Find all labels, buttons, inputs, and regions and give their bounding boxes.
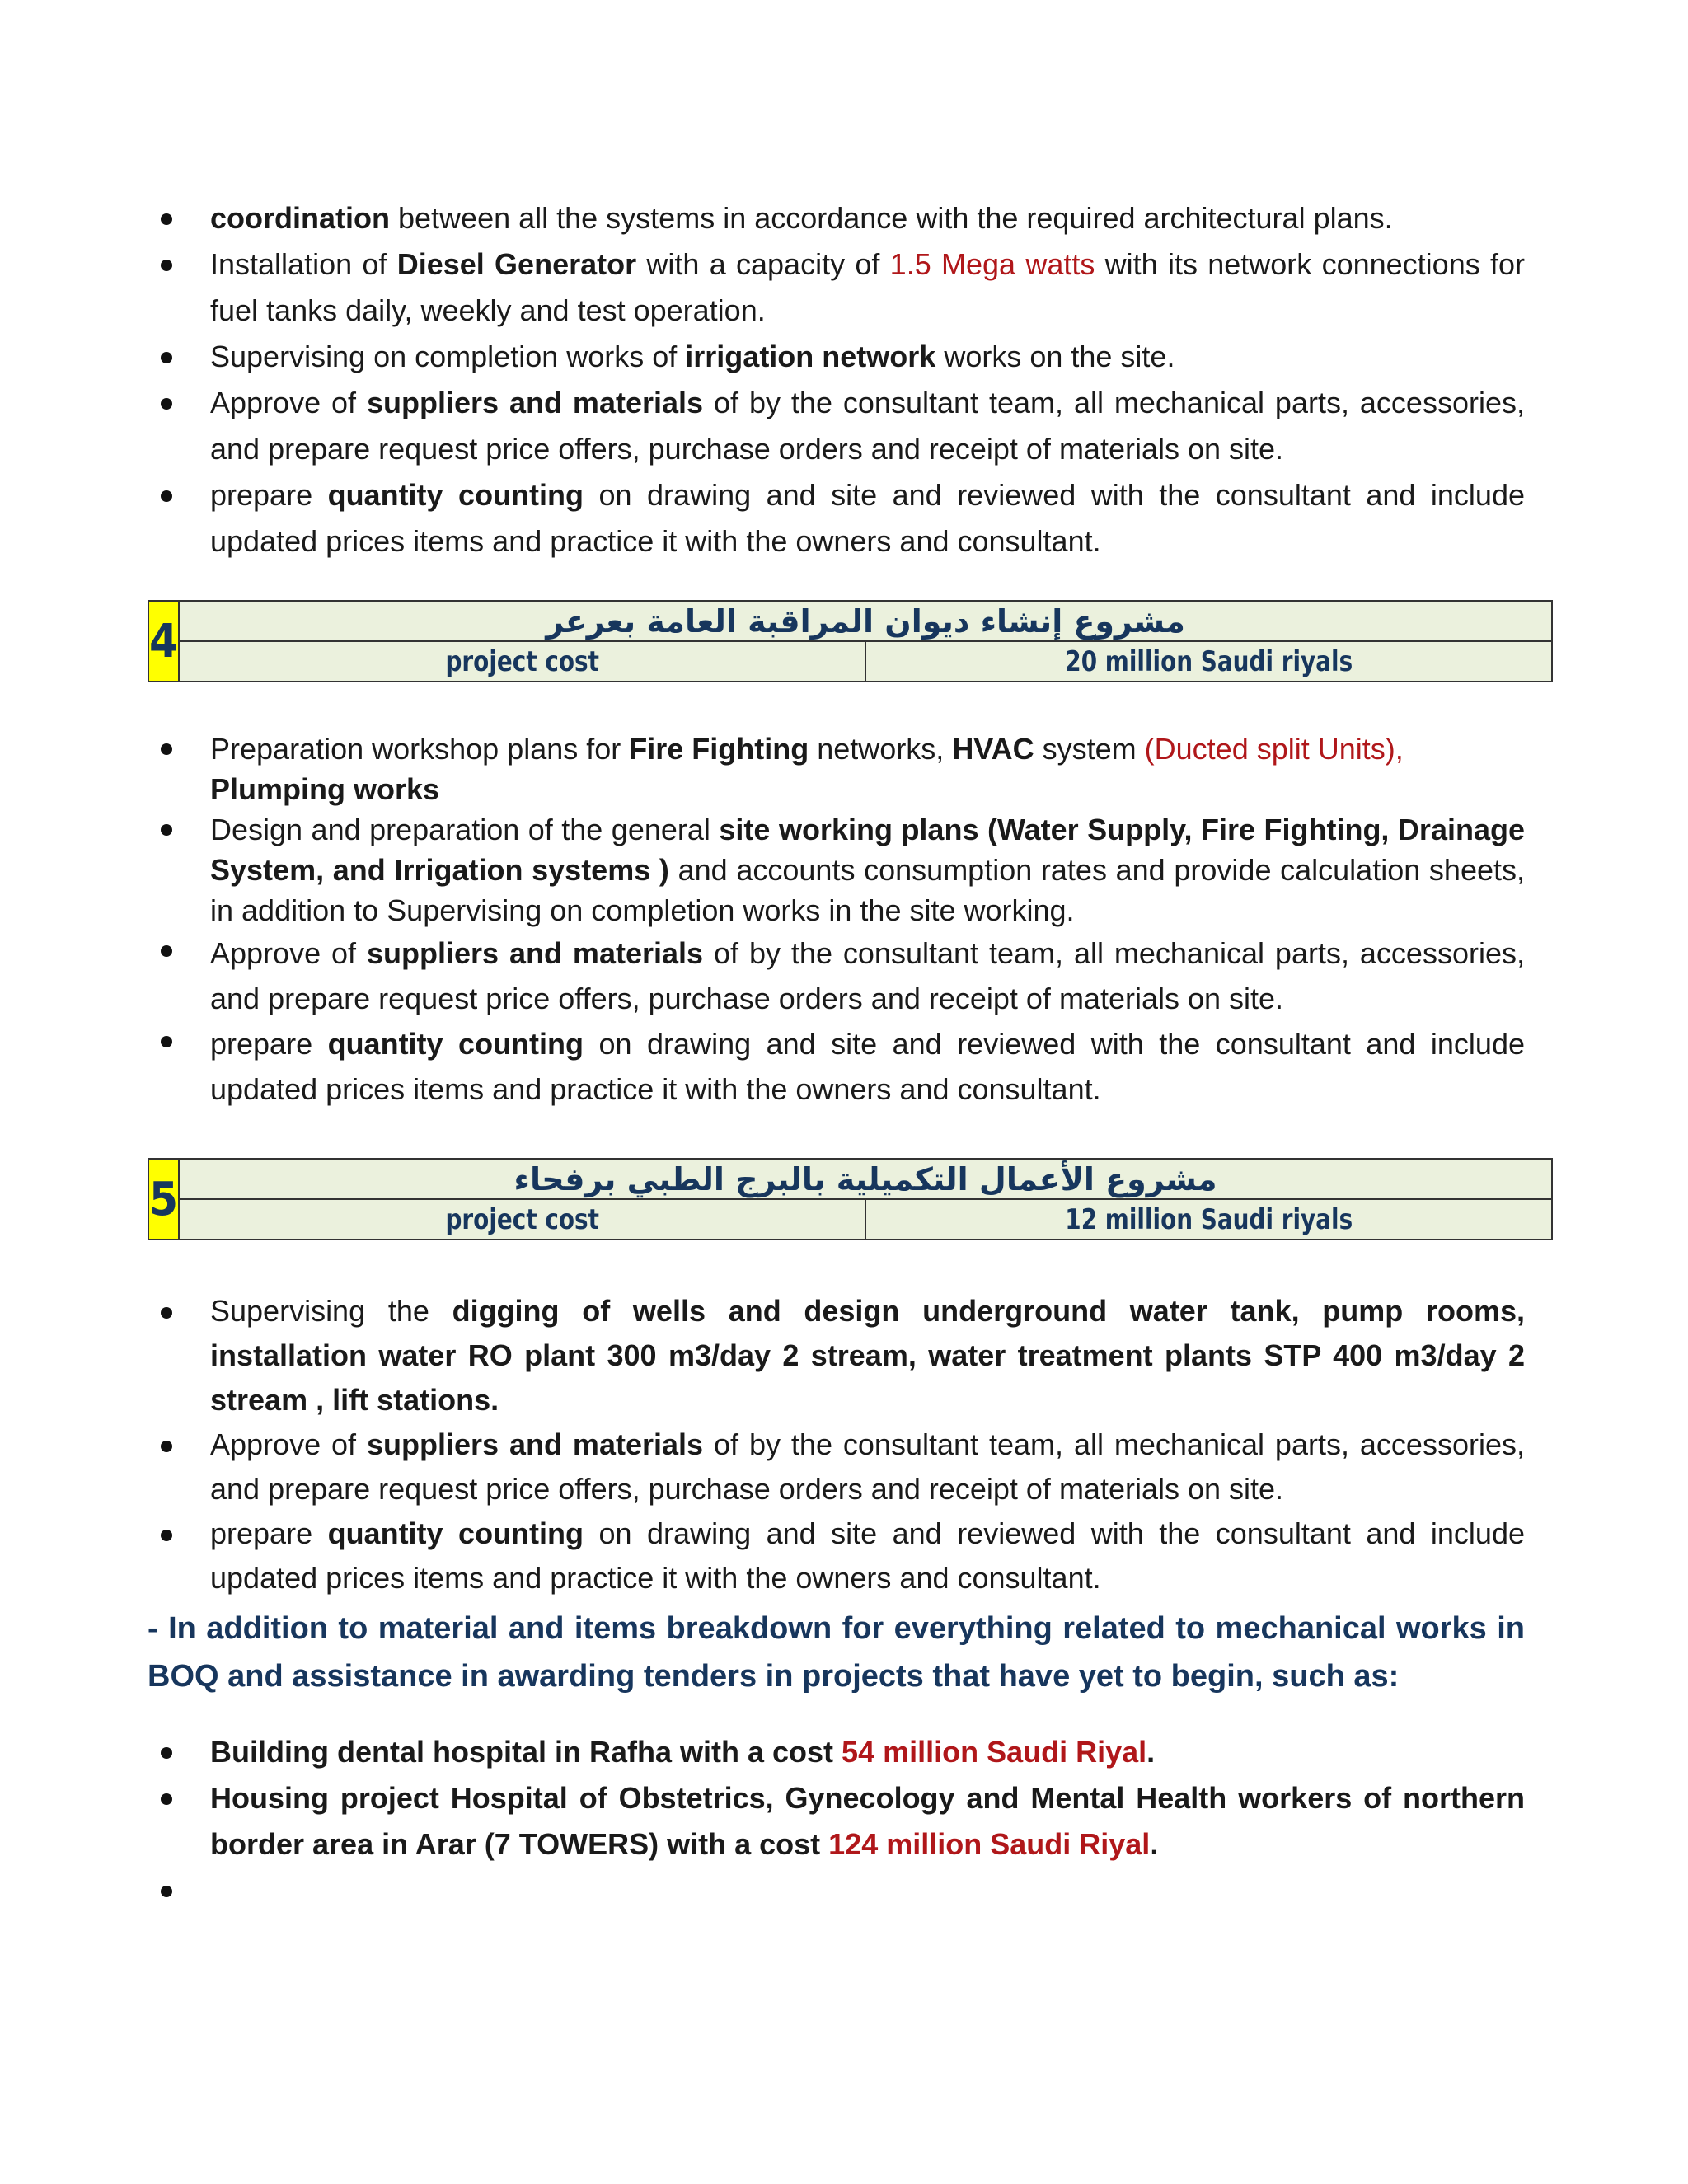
bold-text: quantity counting: [327, 1027, 584, 1061]
project-cost-label: [179, 641, 865, 682]
item-text: with a capacity of: [636, 247, 890, 281]
item-text: Preparation workshop plans for: [210, 732, 630, 766]
bold-text: Plumping works: [210, 772, 440, 806]
cost-highlight: 124 million Saudi Riyal: [828, 1827, 1151, 1861]
list-item: [152, 380, 1525, 472]
item-text: Supervising on completion works of: [210, 340, 686, 373]
item-text: and accounts consumption rates and provide calculation sheets, in addition to Supervising on completion works in the site working.: [210, 853, 1525, 927]
item-text: Approve of: [210, 1427, 367, 1461]
item-text: Installation of: [210, 247, 397, 281]
list-item: [152, 1021, 1525, 1112]
list-item: [152, 1511, 1525, 1601]
list-item: [152, 729, 1525, 809]
list-item: [152, 1422, 1525, 1511]
item-text: prepare: [210, 478, 328, 512]
item-text: on drawing and site and reviewed with the consultant and include updated prices items and practice it with the owners and consultant.: [210, 1516, 1525, 1595]
bold-text: suppliers and materials: [367, 1427, 704, 1461]
project-cost-value: [865, 641, 1552, 682]
bold-text: digging of wells and design underground water tank, pump rooms, installation water RO plant 300 m3/day 2 stream, water treatment plants STP 400 m3/day 2 stream , lift stations.: [210, 1294, 1525, 1417]
task-list-1: [152, 195, 1525, 565]
bold-text: quantity counting: [327, 478, 584, 512]
item-text: with its network connections for fuel tanks daily, weekly and test operation.: [210, 247, 1526, 327]
bold-text: .: [1146, 1735, 1156, 1769]
bold-text: irrigation network: [685, 340, 936, 373]
bold-text: Fire Fighting: [629, 732, 809, 766]
list-item-empty: [152, 1868, 1525, 1914]
bold-text: .: [1150, 1827, 1159, 1861]
item-text: works on the site.: [935, 340, 1175, 373]
project-title: مشروع إنشاء ديوان المراقبة العامة بعرعر: [179, 601, 1552, 641]
highlight-text: (Ducted split Units),: [1144, 732, 1404, 766]
task-list-3: [152, 1289, 1525, 1601]
highlight-text: 1.5 Mega watts: [889, 247, 1095, 281]
cost-value-text: 20 million Saudi riyals: [1065, 644, 1353, 678]
item-text: Supervising the: [210, 1294, 452, 1328]
item-text: on drawing and site and reviewed with the consultant and include updated prices items and practice it with the owners and consultant.: [210, 478, 1525, 558]
item-text: system: [1034, 732, 1145, 766]
item-text: of by the consultant team, all mechanical parts, accessories, and prepare request price offers, purchase orders and receipt of materials on site.: [210, 1427, 1525, 1506]
cost-highlight: 54 million Saudi Riyal: [842, 1735, 1147, 1769]
cost-label-text: project cost: [445, 1202, 599, 1236]
bold-text: Building dental hospital in Rafha with a cost: [210, 1735, 842, 1769]
list-item: [152, 809, 1525, 930]
item-text: prepare: [210, 1027, 328, 1061]
item-text: prepare: [210, 1516, 328, 1550]
bold-text: suppliers and materials: [367, 936, 704, 970]
project-table-5: [148, 1158, 1553, 1240]
item-text: networks,: [809, 732, 953, 766]
list-item: [152, 1775, 1525, 1868]
list-item: [152, 241, 1525, 334]
bold-text: coordination: [210, 201, 390, 235]
bold-text: suppliers and materials: [367, 386, 704, 419]
project-table-4: [148, 600, 1553, 682]
project-cost-label: [179, 1199, 865, 1240]
item-text: of by the consultant team, all mechanical parts, accessories, and prepare request price offers, purchase orders and receipt of materials on site.: [210, 936, 1525, 1015]
task-list-2: [152, 729, 1525, 1112]
list-item: [152, 1729, 1525, 1775]
list-item: [152, 930, 1525, 1021]
item-text: Approve of: [210, 936, 367, 970]
tender-project-list: [152, 1729, 1525, 1914]
bold-text: site working plans (Water Supply, Fire Fighting, Drainage System, and Irrigation systems ): [210, 813, 1525, 887]
bold-text: Housing project Hospital of Obstetrics, Gynecology and Mental Health workers of northern border area in Arar (7 TOWERS) with a cost: [210, 1781, 1525, 1861]
tender-note: - In addition to material and items breakdown for everything related to mechanical works in BOQ and assistance in awarding tenders in projects that have yet to begin, such as:: [148, 1611, 1525, 1694]
bold-text: HVAC: [952, 732, 1034, 766]
item-text: on drawing and site and reviewed with the consultant and include updated prices items and practice it with the owners and consultant.: [210, 1027, 1525, 1106]
project-cost-value: [865, 1199, 1552, 1240]
list-item: [152, 1289, 1525, 1422]
bold-text: Diesel Generator: [396, 247, 637, 281]
bold-text: quantity counting: [327, 1516, 584, 1550]
item-text: of by the consultant team, all mechanical parts, accessories, and prepare request price offers, purchase orders and receipt of materials on site.: [210, 386, 1525, 466]
list-item: [152, 472, 1525, 565]
item-text: between all the systems in accordance with the required architectural plans.: [390, 201, 1393, 235]
project-number: 5: [148, 1159, 179, 1240]
project-title: مشروع الأعمال التكميلية بالبرج الطبي برفحاء: [179, 1159, 1552, 1199]
list-item: [152, 334, 1525, 380]
project-number: 4: [148, 601, 179, 682]
item-text: Design and preparation of the general: [210, 813, 720, 846]
item-text: Approve of: [210, 386, 367, 419]
cost-label-text: project cost: [445, 644, 599, 678]
list-item: [152, 195, 1525, 241]
cost-value-text: 12 million Saudi riyals: [1065, 1202, 1353, 1236]
